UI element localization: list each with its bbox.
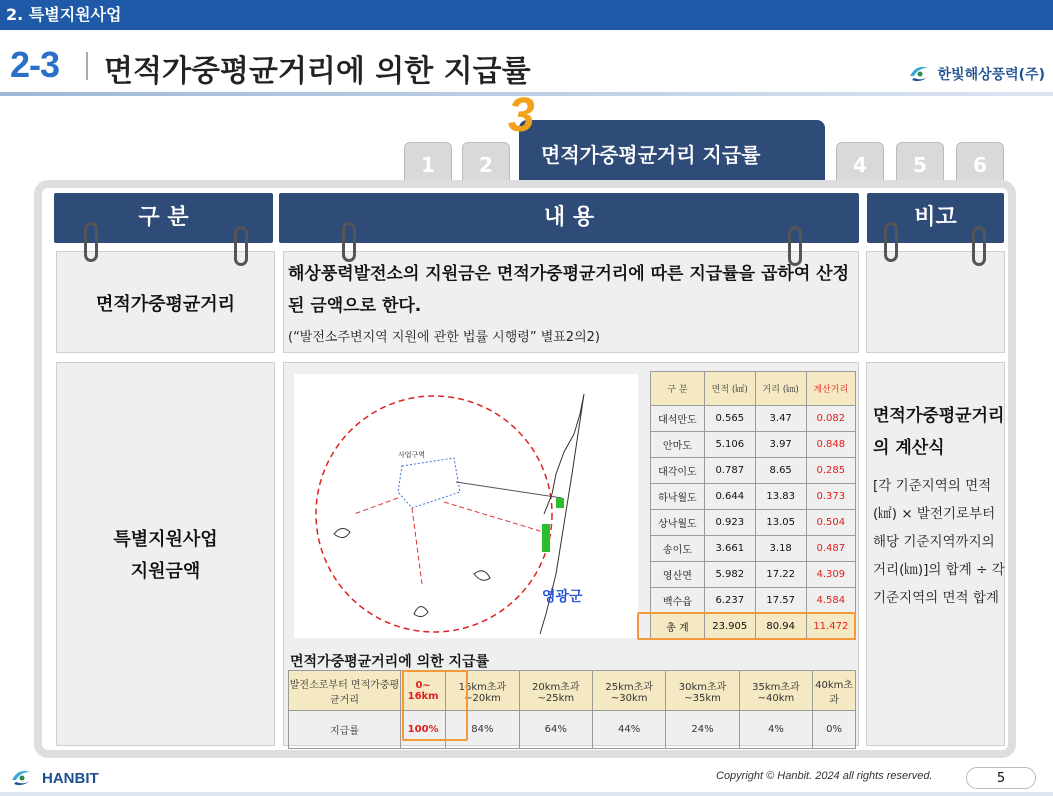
title-divider xyxy=(86,52,88,80)
binder-ring xyxy=(342,222,356,262)
table-cell: 3.18 xyxy=(755,536,806,562)
brand-logo xyxy=(906,62,1045,86)
table-row xyxy=(651,484,856,510)
table-row xyxy=(651,458,856,484)
binder-ring xyxy=(84,222,98,262)
binder-ring xyxy=(972,226,986,266)
table-cell: 8.65 xyxy=(755,458,806,484)
page-number: 5 xyxy=(966,767,1036,789)
table-cell: 0.848 xyxy=(806,432,855,458)
table-cell: 0~ 16km xyxy=(401,671,446,711)
table-cell: 0.373 xyxy=(806,484,855,510)
table-cell: 17.22 xyxy=(755,562,806,588)
table-cell: 24% xyxy=(666,711,739,749)
table-cell: 23.905 xyxy=(704,614,755,640)
table-cell: 84% xyxy=(446,711,519,749)
table-cell: 총 계 xyxy=(651,614,705,640)
row2-label-line1: 특별지원사업 xyxy=(113,529,218,550)
table-cell: 5.106 xyxy=(704,432,755,458)
wind-logo-icon xyxy=(8,766,36,790)
row1-source: (“발전소주변지역 지원에 관한 법률 시행령” 별표2의2) xyxy=(288,330,600,345)
table-header: 계산거리 xyxy=(806,372,855,406)
table-cell: 3.661 xyxy=(704,536,755,562)
table-cell: 3.47 xyxy=(755,406,806,432)
table-cell: 16km초과 ~20km xyxy=(446,671,519,711)
table-row xyxy=(651,588,856,614)
tab-6[interactable]: 6 xyxy=(956,142,1004,186)
section-bar: 2. 특별지원사업 xyxy=(0,0,1053,30)
table-cell: 13.83 xyxy=(755,484,806,510)
table-row xyxy=(651,406,856,432)
distance-table xyxy=(650,371,856,640)
table-cell: 0.487 xyxy=(806,536,855,562)
table-cell: 백수읍 xyxy=(651,588,705,614)
table-cell: 0.787 xyxy=(704,458,755,484)
footer-brand: HANBIT xyxy=(42,769,99,787)
tab-1[interactable]: 1 xyxy=(404,142,452,186)
table-cell: 0.082 xyxy=(806,406,855,432)
footer-logo xyxy=(8,766,99,790)
table-cell: 대석만도 xyxy=(651,406,705,432)
row2-label xyxy=(56,524,275,588)
table-cell: 0.504 xyxy=(806,510,855,536)
formula-title: 면적가중평균거리의 계산식 xyxy=(873,406,1005,458)
binder-ring xyxy=(884,222,898,262)
tab-5[interactable]: 5 xyxy=(896,142,944,186)
tab-active-label: 면적가중평균거리 지급률 xyxy=(541,143,761,167)
table-cell: 0.644 xyxy=(704,484,755,510)
location-map xyxy=(294,374,638,638)
table-cell: 4.309 xyxy=(806,562,855,588)
table-cell: 0.565 xyxy=(704,406,755,432)
binder-ring xyxy=(234,226,248,266)
table-cell: 64% xyxy=(519,711,592,749)
table-cell: 4% xyxy=(739,711,812,749)
table-cell: 0.923 xyxy=(704,510,755,536)
table-cell: 20km초과 ~25km xyxy=(519,671,592,711)
table-row xyxy=(289,671,856,711)
map-area-label: 사업구역 xyxy=(398,451,426,459)
table-cell: 안마도 xyxy=(651,432,705,458)
brand-name: 한빛해상풍력(주) xyxy=(937,67,1045,83)
tab-active-number: 3 xyxy=(508,89,535,142)
table-cell: 3.97 xyxy=(755,432,806,458)
page-title: 면적가중평균거리에 의한 지급률 xyxy=(104,54,531,89)
table-cell: 지급률 xyxy=(289,711,401,749)
table-cell: 영산면 xyxy=(651,562,705,588)
table-cell: 0% xyxy=(813,711,856,749)
page-header xyxy=(0,32,1053,96)
formula-body: [각 기준지역의 면적(㎢) × 발전기로부터 해당 기준지역까지의 거리(㎞)]의 합계 ÷ 각 기준지역의 면적 합계 xyxy=(873,478,1005,606)
row1-text: 해상풍력발전소의 지원금은 면적가중평균거리에 따른 지급률을 곱하여 산정된 금액으로 한다. xyxy=(288,264,850,316)
table-cell: 하낙월도 xyxy=(651,484,705,510)
table-cell: 35km초과 ~40km xyxy=(739,671,812,711)
row1-remarks-cell xyxy=(866,251,1005,353)
table-header: 거리 (㎞) xyxy=(755,372,806,406)
row1-label: 면적가중평균거리 xyxy=(95,294,236,315)
header-category: 구 분 xyxy=(54,193,273,243)
table-cell: 25km초과 ~30km xyxy=(592,671,665,711)
table-cell: 11.472 xyxy=(806,614,855,640)
title-number: 2-3 xyxy=(10,44,60,85)
table-cell: 17.57 xyxy=(755,588,806,614)
table-cell: 6.237 xyxy=(704,588,755,614)
tab-3-active[interactable] xyxy=(519,120,825,184)
table-cell: 80.94 xyxy=(755,614,806,640)
table-header: 면적 (㎢) xyxy=(704,372,755,406)
copyright: Copyright © Hanbit. 2024 all rights reserved. xyxy=(716,770,933,782)
table-cell: 100% xyxy=(401,711,446,749)
rate-table xyxy=(288,670,856,749)
rate-highlight xyxy=(402,670,468,741)
table-row xyxy=(651,432,856,458)
footer-line xyxy=(0,792,1053,796)
map-region-label: 영광군 xyxy=(542,589,583,605)
table-cell: 44% xyxy=(592,711,665,749)
table-cell: 송이도 xyxy=(651,536,705,562)
total-highlight xyxy=(637,612,856,640)
table-row xyxy=(289,711,856,749)
table-header: 구 분 xyxy=(651,372,705,406)
table-cell: 0.285 xyxy=(806,458,855,484)
table-row xyxy=(651,562,856,588)
table-cell: 상낙월도 xyxy=(651,510,705,536)
table-cell: 5.982 xyxy=(704,562,755,588)
wind-logo-icon xyxy=(906,62,934,86)
header-remarks: 비고 xyxy=(867,193,1004,243)
table-row xyxy=(651,510,856,536)
table-cell: 30km초과 ~35km xyxy=(666,671,739,711)
rate-table-title: 면적가중평균거리에 의한 지급률 xyxy=(290,654,490,670)
row2-label-line2: 지원금액 xyxy=(130,561,201,582)
table-row xyxy=(651,536,856,562)
table-cell: 4.584 xyxy=(806,588,855,614)
table-cell: 40km초과 xyxy=(813,671,856,711)
table-cell: 13.05 xyxy=(755,510,806,536)
header-content: 내 용 xyxy=(279,193,859,243)
table-cell: 대각이도 xyxy=(651,458,705,484)
tab-4[interactable]: 4 xyxy=(836,142,884,186)
table-cell: 발전소로부터 면적가중평균거리 xyxy=(289,671,401,711)
map-graphic xyxy=(294,374,638,638)
tab-2[interactable]: 2 xyxy=(462,142,510,186)
